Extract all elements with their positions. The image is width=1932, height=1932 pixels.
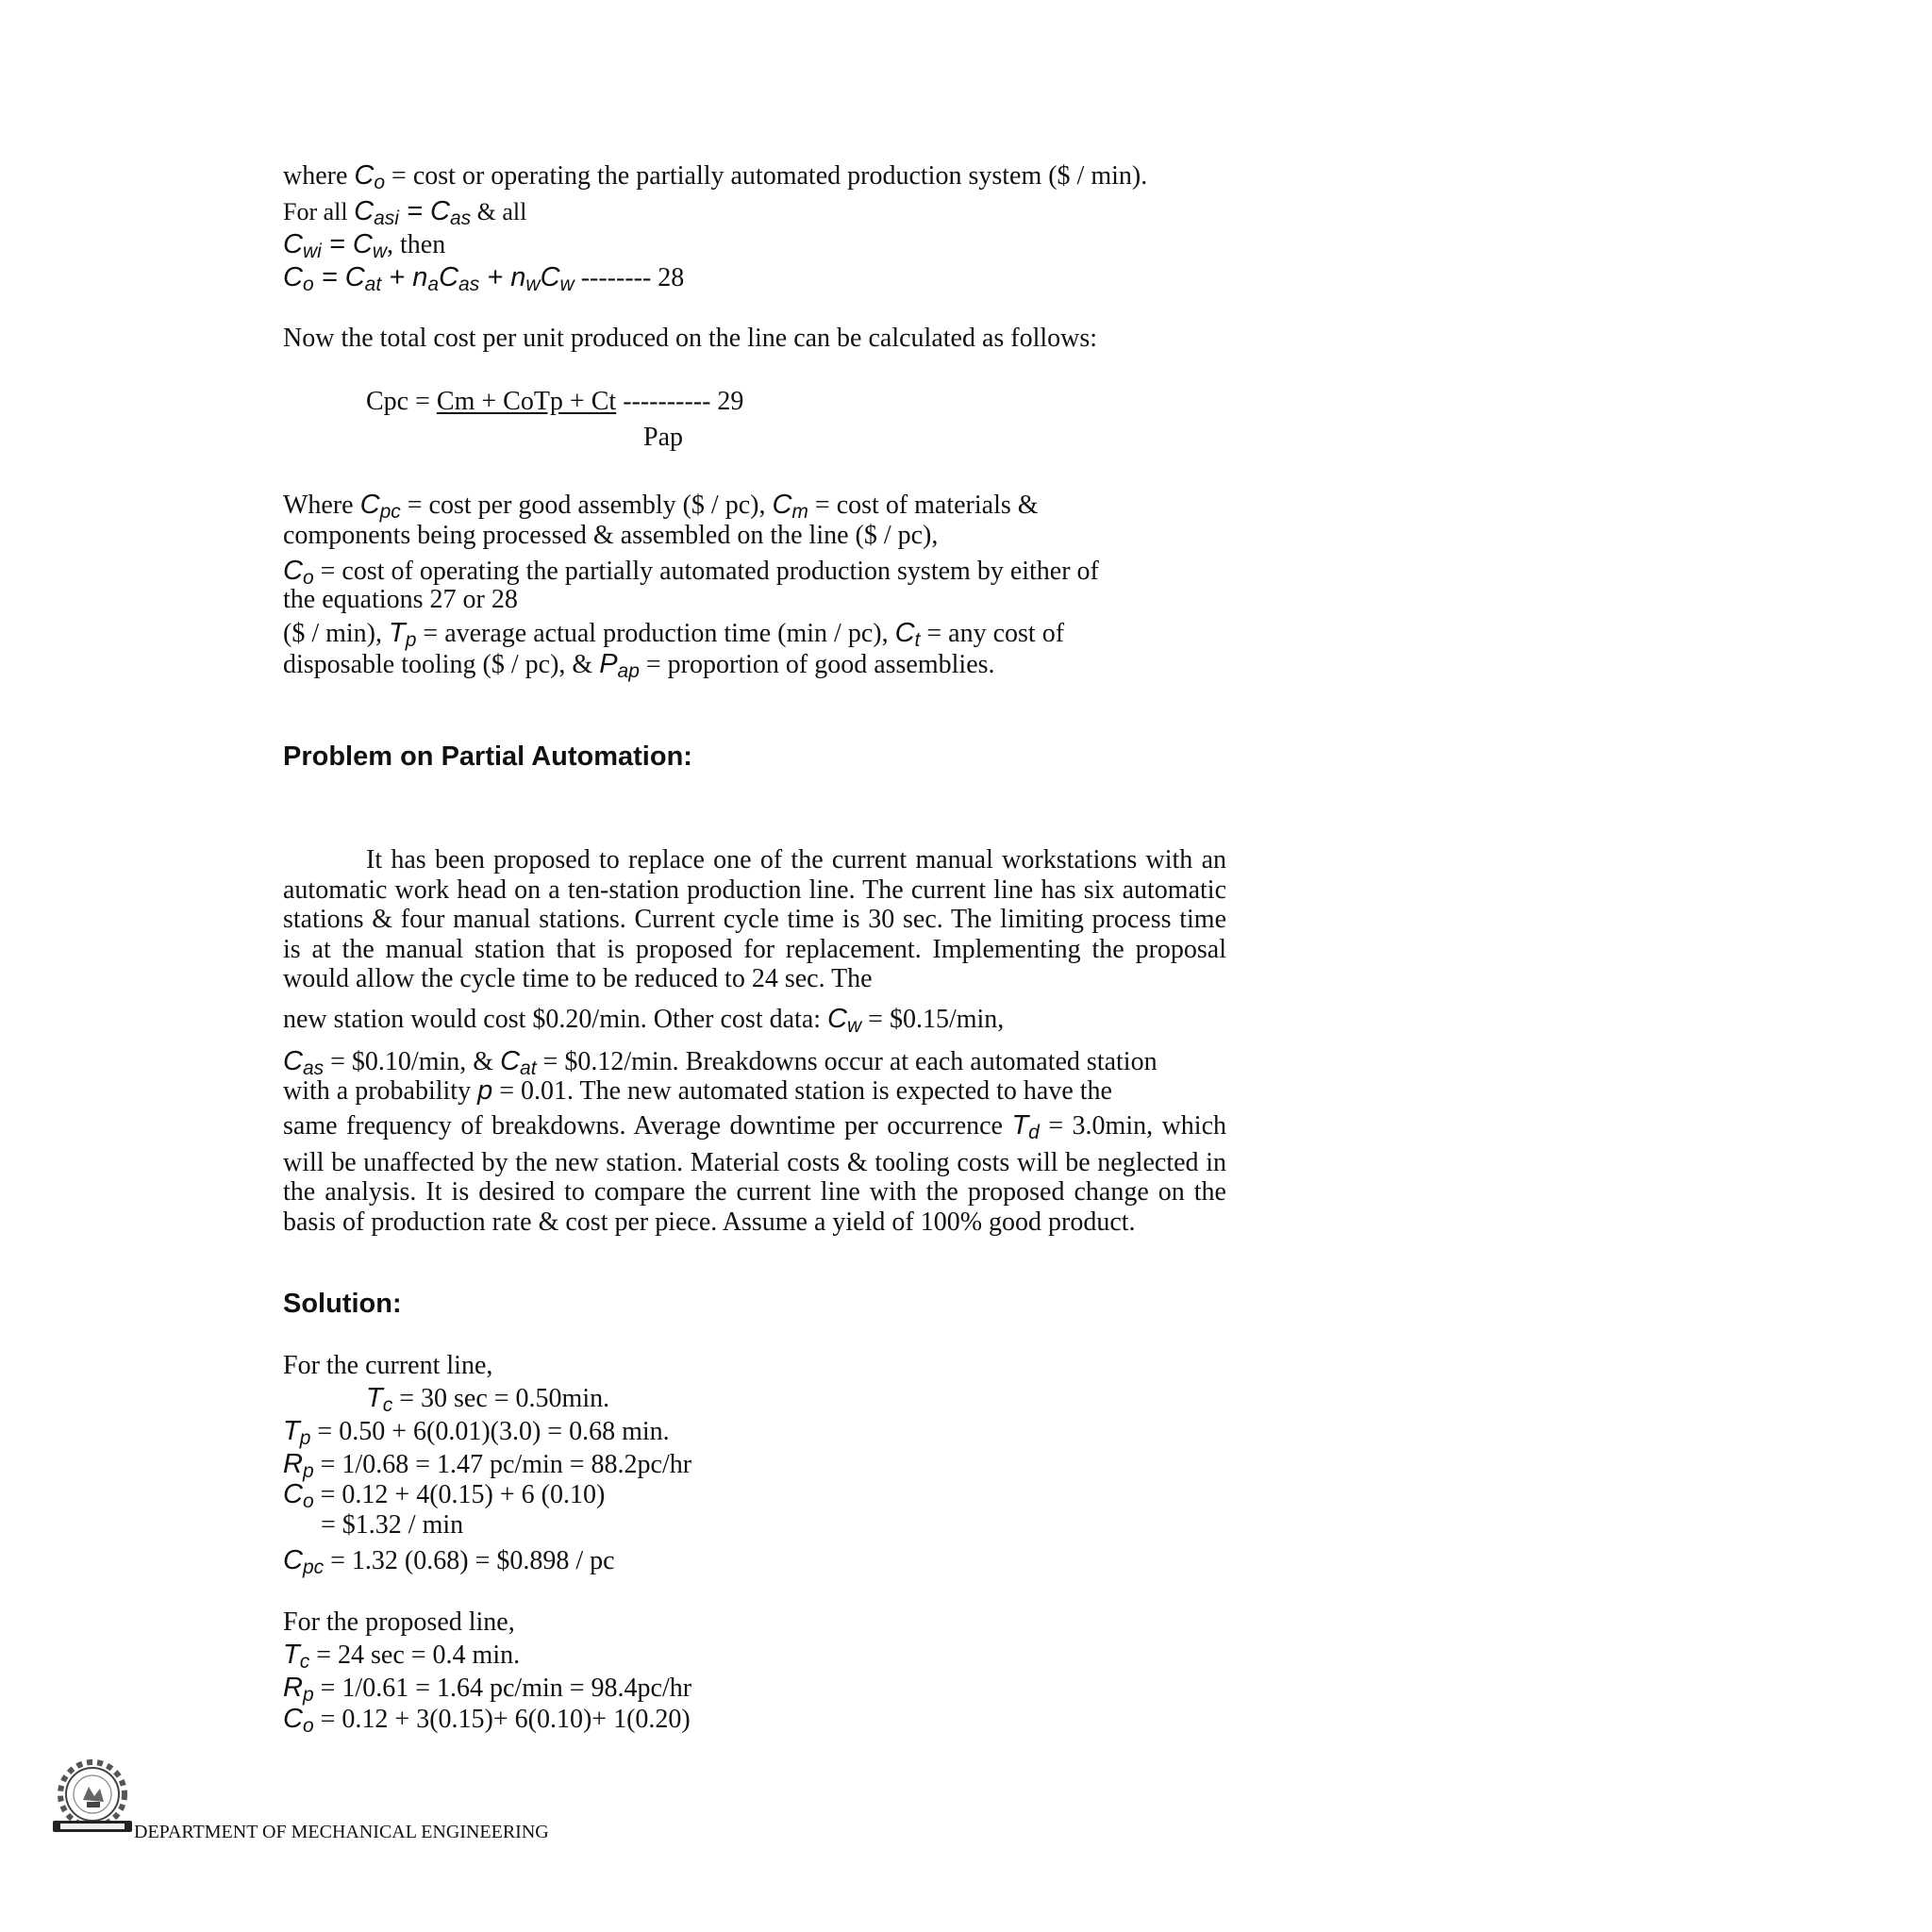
proposed-co: $C_o = 0.12 + 3(0.15)+ 6(0.10)+ 1(0.20)$ (283, 1704, 691, 1737)
var-cm: $C_m$ (772, 490, 808, 523)
for-all-line: For all $C_{asi} = C_{as}$ & all (283, 196, 527, 229)
var-casi: $C_{asi} = C_{as}$ (354, 196, 472, 229)
var-p: p (477, 1075, 493, 1106)
var-tp-current: $T_p$ (283, 1416, 311, 1449)
var-tc: $T_c$ (366, 1383, 393, 1416)
var-co: $C_o$ (354, 160, 386, 193)
var-cw: $C_w$ (827, 1004, 862, 1037)
cost-intro: Now the total cost per unit produced on the line can be calculated as follows: (283, 324, 1098, 353)
var-co-2: $C_o$ (283, 556, 314, 589)
var-ct: $C_t$ (894, 618, 921, 651)
current-cpc: $C_{pc} = 1.32$ (0.68) = $0.898 / pc (283, 1545, 615, 1578)
var-pap: $P_{ap}$ (599, 649, 640, 682)
var-tp: $T_p$ (389, 618, 417, 651)
footer-department: DEPARTMENT OF MECHANICAL ENGINEERING (134, 1822, 549, 1842)
where-block-line-2: components being processed & assembled on the line ($ / pc), (283, 521, 939, 550)
var-rp-current: $R_p$ (283, 1449, 314, 1482)
formula-29-number: ---------- 29 (623, 387, 744, 416)
current-tp: $T_p = 0.50 + 6(0.01)(3.0) = 0.68$ min. (283, 1416, 670, 1449)
problem-line-station-cost: new station would cost $0.20/min. Other cost data: $C_w$ = $0.15/min, (283, 1004, 1005, 1037)
problem-paragraph-1: It has been proposed to replace one of the current manual workstations with an automatic work head on a ten-station production line. The current line has six automatic stations & four manual stations. Current cycle time is 30 sec. The limiting process time is at the manual station that is proposed for replacement. Implementing the proposal would allow the cycle time to be reduced to 24 sec. The (283, 845, 1226, 993)
var-rp-proposed: $R_p$ (283, 1673, 314, 1706)
where-block-line-3: $C_o = \cos t$ of operating the partially automated production system by either of (283, 556, 1099, 589)
where-co-line: where $C_o = \cos t$ or operating the partially automated production system ($ / min). (283, 160, 1148, 193)
var-co-current: $C_o$ (283, 1479, 314, 1512)
var-cpc: $C_{pc}$ (359, 490, 401, 523)
current-rp: $R_p = 1/0.68 = 1.47$ pc/min = 88.2pc/hr (283, 1449, 692, 1482)
problem-line-probability: with a probability p = 0.01. The new automated station is expected to have the (283, 1075, 1112, 1106)
var-co-proposed: $C_o$ (283, 1704, 314, 1737)
current-tc: $T_c = 30$ sec = 0.50min. (366, 1383, 610, 1416)
proposed-tc: $T_c = 24$ sec = 0.4 min. (283, 1640, 521, 1673)
cw-then-line: $C_{wi} = C_w$, then (283, 229, 446, 262)
var-cas: $C_{as}$ (283, 1046, 325, 1079)
department-gear-logo-icon (51, 1755, 136, 1840)
var-cpc-current: $C_{pc}$ (283, 1545, 325, 1578)
var-tc-proposed: $T_c$ (283, 1640, 310, 1673)
var-cat: $C_{at}$ (500, 1046, 537, 1079)
where-block-line-4: the equations 27 or 28 (283, 585, 518, 614)
where-block-line-5: ($ / min), $T_p$ = average actual production time (min / pc), $C_t$ = any cost of (283, 618, 1065, 651)
solution-heading: Solution: (283, 1289, 402, 1319)
where-block-line-1: Where $C_{pc} = \cos t$ per good assembly ($ / pc), $C_m = \cos t$ of materials & (283, 490, 1039, 523)
proposed-rp: $R_p = 1/0.61 = 1.64$ pc/min = 98.4pc/hr (283, 1673, 692, 1706)
formula-29-numerator: Cm + CoTp + Ct (436, 387, 617, 416)
proposed-line-intro: For the proposed line, (283, 1607, 515, 1637)
problem-heading: Problem on Partial Automation: (283, 741, 692, 772)
current-co-result: = $1.32 / min (321, 1510, 464, 1540)
problem-line-cost-data: $C_{as}$ = $0.10/min, & $C_{at}$ = $0.12/min. Breakdowns occur at each automated station (283, 1046, 1158, 1079)
current-co: $C_o = 0.12 + 4(0.15) + 6$ (0.10) (283, 1479, 606, 1512)
var-cwi: $C_{wi} = C_w$ (283, 229, 387, 262)
problem-paragraph-2: same frequency of breakdowns. Average downtime per occurrence $T_d = 3.0\min$, which will be unaffected by the new station. Material costs & tooling costs will be neglected in the analysis. It is desired to compare the current line with the proposed change on the basis of production rate & cost per piece. Assume a yield of 100% good product. (283, 1110, 1226, 1237)
eq28-expression: $C_o = C_{at} + n_aC_{as} + n_wC_w$ (283, 262, 575, 295)
var-td: $T_d$ (1011, 1110, 1040, 1143)
current-line-intro: For the current line, (283, 1351, 493, 1380)
formula-29-lhs: Cpc = (366, 387, 430, 416)
equation-28: $C_o = C_{at} + n_aC_{as} + n_wC_w$ -------- 28 (283, 262, 685, 295)
formula-29 (366, 389, 743, 415)
formula-29-denominator: Pap (643, 423, 683, 452)
where-block-line-6: disposable tooling ($ / pc), & $P_{ap}$ = proportion of good assemblies. (283, 649, 995, 682)
